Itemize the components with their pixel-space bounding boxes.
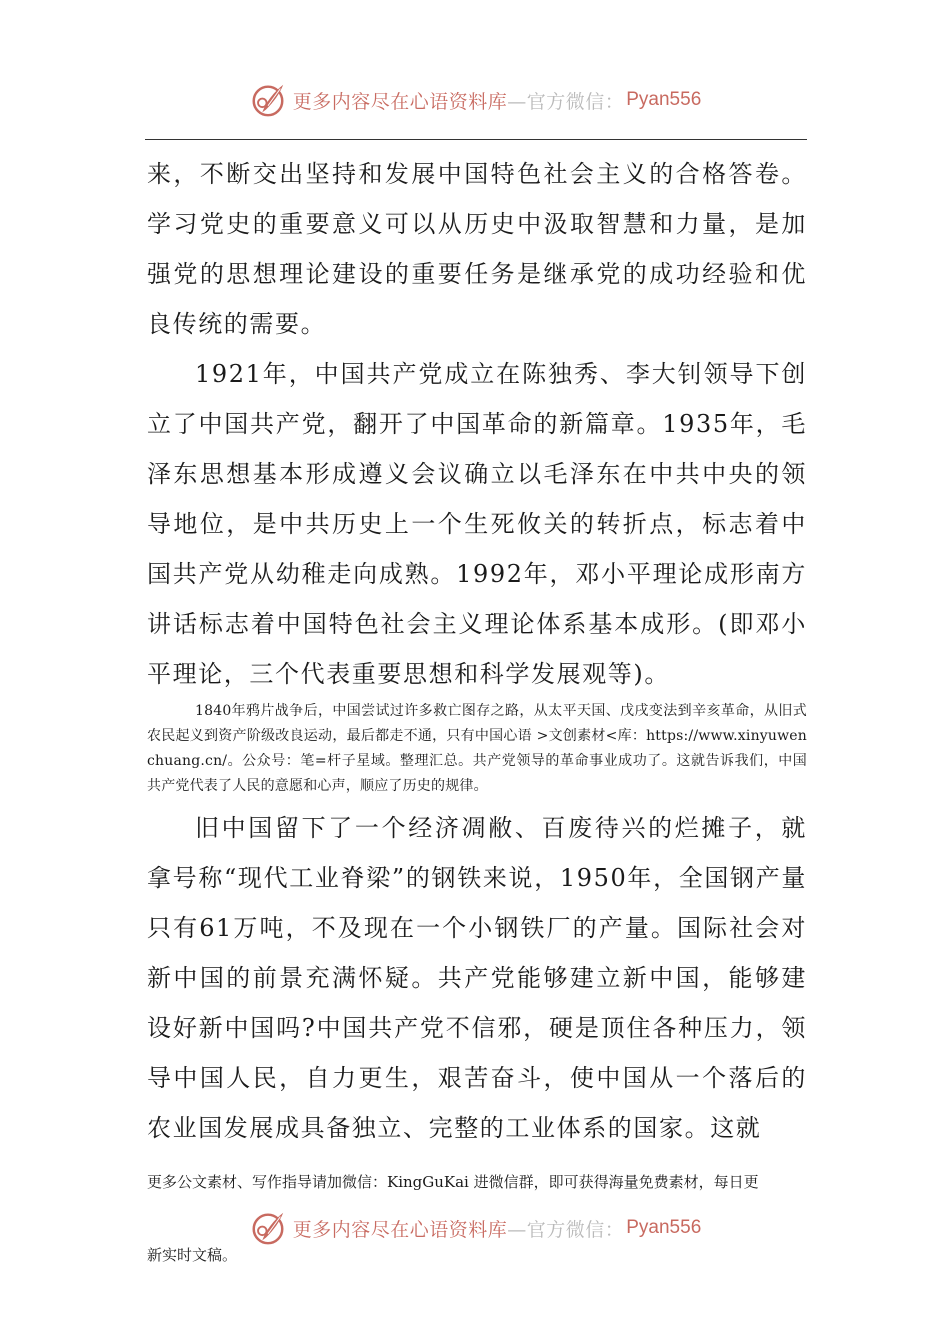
quill-logo-icon [249,1209,287,1247]
document-body [147,149,807,1153]
banner-main-text: 更多内容尽在心语资料库 [292,1218,508,1241]
footer-promo-end: 新实时文稿。 [147,1246,238,1264]
footer-promo-text: 更多公文素材、写作指导请加微信：KingGuKai 进微信群，即可获得海量免费素材，每日更 [147,1173,759,1191]
banner-sub-text: —官方微信： [507,1218,625,1241]
small-paragraph: 1840年鸦片战争后，中国尝试过许多救亡图存之路，从太平天国、戊戌变法到辛亥革命，从旧式农民起义到资产阶级改良运动，最后都走不通，只有中国心语 >文创素材<库：https://www.xinyuwenchuang.cn/。公众号：笔=杆子星域。整理汇总。共产党领导的革命事业成功了。这就告诉我们，中国共产党代表了人民的意愿和心声，顺应了历史的规律。 [147,703,807,794]
header-divider [145,139,807,140]
banner-wechat-id: Pyan556 [626,1217,702,1238]
quill-logo-icon [249,81,287,119]
footer-banner [0,1206,950,1250]
header-banner [0,78,950,122]
body-paragraph: 1921年，中国共产党成立在陈独秀、李大钊领导下创立了中国共产党，翻开了中国革命的新篇章。1935年，毛泽东思想基本形成遵义会议确立以毛泽东在中共中央的领导地位，是中共历史上一个生死攸关的转折点，标志着中国共产党从幼稚走向成熟。1992年，邓小平理论成形南方讲话标志着中国特色社会主义理论体系基本成形。(即邓小平理论，三个代表重要思想和科学发展观等)。 [147,360,807,688]
body-paragraph: 旧中国留下了一个经济凋敝、百废待兴的烂摊子，就拿号称“现代工业脊梁”的钢铁来说，1950年，全国钢产量只有61万吨，不及现在一个小钢铁厂的产量。国际社会对新中国的前景充满怀疑。共产党能够建立新中国，能够建设好新中国吗?中国共产党不信邪，硬是顶住各种压力，领导中国人民，自力更生，艰苦奋斗，使中国从一个落后的农业国发展成具备独立、完整的工业体系的国家。这就 [147,814,807,1142]
body-paragraph: 来，不断交出坚持和发展中国特色社会主义的合格答卷。学习党史的重要意义可以从历史中汲取智慧和力量，是加强党的思想理论建设的重要任务是继承党的成功经验和优良传统的需要。 [147,160,807,338]
banner-wechat-id: Pyan556 [626,89,702,110]
banner-sub-text: —官方微信： [507,90,625,113]
banner-main-text: 更多内容尽在心语资料库 [292,90,508,113]
